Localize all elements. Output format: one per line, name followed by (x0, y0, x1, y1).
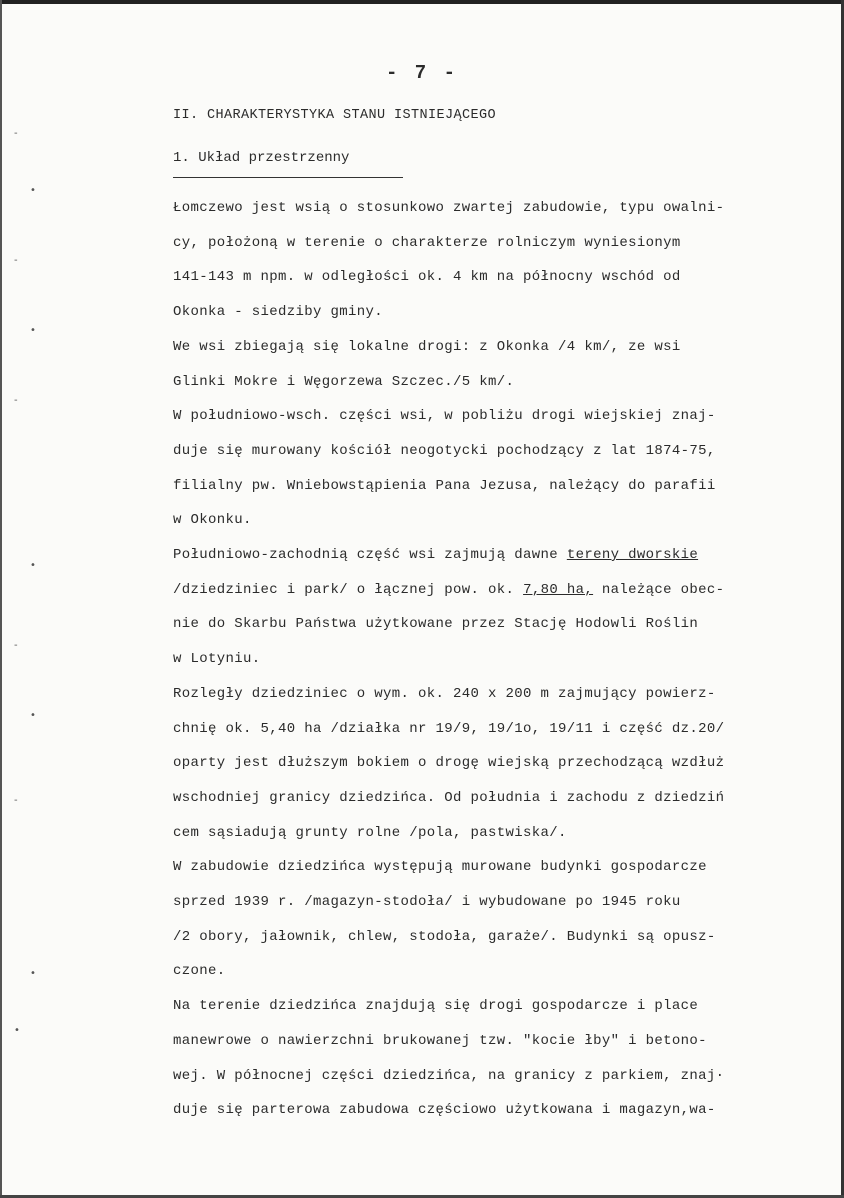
margin-mark: • (30, 710, 36, 721)
text-line: duje się parterowa zabudowa częściowo użytkowana i magazyn,wa- (173, 1102, 716, 1119)
scan-edge-left (0, 0, 2, 1198)
margin-mark: - (14, 395, 18, 406)
text-line: Na terenie dziedzińca znajdują się drogi gospodarcze i place (173, 998, 699, 1015)
text-line: cem sąsiadują grunty rolne /pola, pastwiska/. (173, 824, 567, 841)
text-line: wschodniej granicy dziedzińca. Od południa i zachodu z dziedziń (173, 789, 725, 806)
text-segment: należące obec- (593, 581, 725, 598)
scan-edge-top (0, 0, 844, 4)
text-line: czone. (173, 963, 226, 980)
margin-mark: • (30, 185, 36, 196)
text-line: w Lotyniu. (173, 651, 261, 668)
text-line: Okonka - siedziby gminy. (173, 304, 384, 321)
text-line (173, 582, 724, 598)
text-line: Glinki Mokre i Węgorzewa Szczec./5 km/. (173, 373, 515, 390)
text-segment: /dziedziniec i park/ o łącznej pow. ok. (173, 581, 524, 598)
margin-mark: • (14, 1025, 20, 1036)
underlined-text: 7,80 ha, (523, 581, 594, 598)
margin-mark: - (14, 255, 18, 266)
text-line: 141-143 m npm. w odległości ok. 4 km na północny wschód od (173, 269, 681, 286)
text-line: Rozległy dziedziniec o wym. ok. 240 x 200 m zajmujący powierz- (173, 685, 716, 702)
margin-mark: - (14, 128, 18, 139)
subsection-title: 1. Układ przestrzenny (173, 150, 350, 166)
section-title: II. CHARAKTERYSTYKA STANU ISTNIEJĄCEGO (173, 108, 497, 123)
text-line: sprzed 1939 r. /magazyn-stodoła/ i wybudowane po 1945 roku (173, 894, 681, 910)
text-line: cy, położoną w terenie o charakterze rolniczym wyniesionym (173, 234, 681, 251)
underlined-text: tereny dworskie (566, 547, 699, 563)
text-line: manewrowe o nawierzchni brukowanej tzw. "kocie łby" i betono- (173, 1032, 707, 1049)
margin-mark: • (30, 325, 36, 336)
text-line: We wsi zbiegają się lokalne drogi: z Okonka /4 km/, ze wsi (173, 338, 681, 355)
text-line: W południowo-wsch. części wsi, w pobliżu drogi wiejskiej znaj- (173, 408, 716, 425)
page-number: - 7 - (385, 62, 458, 84)
text-line: w Okonku. (173, 512, 252, 529)
text-line: filialny pw. Wniebowstąpienia Pana Jezusa, należący do parafii (173, 477, 716, 494)
margin-mark: - (14, 795, 18, 806)
margin-mark: • (30, 560, 36, 571)
text-line: W zabudowie dziedzińca występują murowane budynki gospodarcze (173, 859, 707, 876)
margin-mark: • (30, 968, 36, 979)
text-line: oparty jest dłuższym bokiem o drogę wiejską przechodzącą wzdłuż (173, 755, 725, 772)
text-line: nie do Skarbu Państwa użytkowane przez Stację Hodowli Roślin (173, 616, 699, 633)
text-line: Łomczewo jest wsią o stosunkowo zwartej zabudowie, typu owalni- (173, 200, 725, 216)
text-line: chnię ok. 5,40 ha /działka nr 19/9, 19/1o, 19/11 i część dz.20/ (173, 720, 725, 737)
text-line: /2 obory, jałownik, chlew, stodoła, garaże/. Budynki są opusz- (173, 928, 716, 945)
text-line (173, 547, 698, 563)
text-segment: Południowo-zachodnią część wsi zajmują dawne (173, 547, 567, 563)
text-line: duje się murowany kościół neogotycki pochodzący z lat 1874-75, (173, 442, 716, 459)
subsection-underline (173, 177, 403, 178)
margin-mark: - (14, 640, 18, 651)
text-line: wej. W północnej części dziedzińca, na granicy z parkiem, znaj· (173, 1067, 725, 1084)
